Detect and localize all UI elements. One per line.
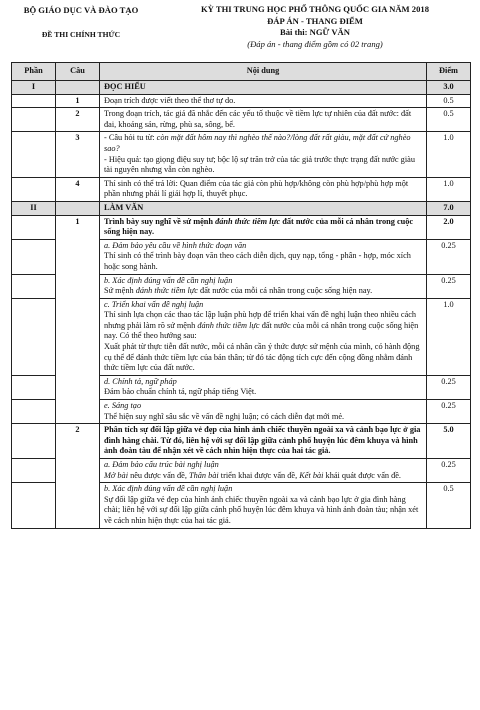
section-row-writing	[12, 201, 471, 215]
answer-key-title: ĐÁP ÁN - THANG ĐIỂM	[267, 15, 363, 26]
section-row-reading	[12, 81, 471, 95]
table-row	[12, 108, 471, 132]
answer-content: Đoạn trích được viết theo thể thơ tự do.	[100, 94, 427, 108]
table-row	[12, 132, 471, 177]
question-number: 4	[56, 177, 100, 201]
criterion: a. Đảm bảo yêu cầu về hình thức đoạn văn Thí sinh có thể trình bày đoạn văn theo cách diễn dịch, quy nạp, tổng - phân - hợp, móc xích hoặc song hành.	[100, 239, 427, 274]
table-row	[12, 215, 471, 239]
section-title: ĐỌC HIỂU	[100, 81, 427, 95]
score-cell: 0.25	[427, 375, 471, 399]
header-part: Phần	[12, 63, 56, 81]
subject-title: Bài thi: NGỮ VĂN	[280, 27, 350, 37]
question-number: 1	[56, 215, 100, 424]
criterion: b. Xác định đúng vấn đề cần nghị luận Sứ mệnh đánh thức tiềm lực đất nước của mỗi cá nhân trong cuộc sống hiện nay.	[100, 274, 427, 298]
header-question: Câu	[56, 63, 100, 81]
question-number: 3	[56, 132, 100, 177]
score-cell: 2.0	[427, 215, 471, 239]
question-number: 2	[56, 424, 100, 528]
table-row	[12, 177, 471, 201]
criterion: a. Đảm bảo cấu trúc bài nghị luận Mở bài nêu được vấn đề, Thân bài triển khai được vấn đề, Kết bài khái quát được vấn đề.	[100, 459, 427, 483]
table-row	[12, 94, 471, 108]
answer-content: Trong đoạn trích, tác giả đã nhắc đến các yếu tố thuộc về tiềm lực tự nhiên của đất nước: đất đai, khoáng sản, rừng, phù sa, sông, bể.	[100, 108, 427, 132]
header-content: Nội dung	[100, 63, 427, 81]
exam-title: KỲ THI TRUNG HỌC PHỔ THÔNG QUỐC GIA NĂM 2018	[201, 4, 429, 14]
section-score: 7.0	[427, 201, 471, 215]
score-cell: 1.0	[427, 132, 471, 177]
criterion: e. Sáng tạo Thể hiện suy nghĩ sâu sắc về vấn đề nghị luận; có cách diễn đạt mới mẻ.	[100, 400, 427, 424]
score-cell: 0.5	[427, 108, 471, 132]
score-cell: 0.25	[427, 239, 471, 274]
page-count-note: (Đáp án - thang điểm gồm có 02 trang)	[247, 38, 383, 49]
question-number: 1	[56, 94, 100, 108]
score-cell: 0.5	[427, 483, 471, 528]
score-cell: 1.0	[427, 298, 471, 375]
official-exam-label: ĐỀ THI CHÍNH THỨC	[41, 30, 121, 39]
table-header-row	[12, 63, 471, 81]
ministry-block	[6, 4, 156, 41]
criterion: c. Triển khai vấn đề nghị luận Thí sinh lựa chọn các thao tác lập luận phù hợp để triển khai vấn đề nghị luận theo nhiều cách nhưng phải làm rõ sứ mệnh đánh thức tiềm lực đất nước của mỗi cá nhân trong cuộc sống hiện nay. Có thể theo hướng sau: Xuất phát từ thực tiễn đất nước, mỗi cá nhân cần ý thức được sứ mệnh của mình, có hành động cụ thể để đánh thức tiềm lực của bản thân; từ đó tác động tích cực đến cộng đồng nhằm đánh thức tiềm lực của đất nước.	[100, 298, 427, 375]
table-row	[12, 424, 471, 459]
answer-content: Thí sinh có thể trả lời: Quan điểm của tác giả còn phù hợp/không còn phù hợp/phù hợp một phần nhưng phải lí giải hợp lí, thuyết phục.	[100, 177, 427, 201]
score-cell: 0.25	[427, 400, 471, 424]
part-number: II	[12, 201, 56, 215]
answer-table	[11, 62, 471, 529]
score-cell: 0.25	[427, 459, 471, 483]
exam-title-block	[165, 4, 465, 50]
answer-content: - Câu hỏi tu từ: còn mặt đất hôm nay thì nghèo thế nào?/lòng đất rất giàu, mặt đất cứ nghèo sao? - Hiệu quả: tạo giọng điệu suy tư; bộc lộ sự trăn trở của tác giả trước thực trạng đất nước giàu tài nguyên nhưng vẫn còn nghèo.	[100, 132, 427, 177]
question-title: Phân tích sự đối lập giữa vẻ đẹp của hình ảnh chiếc thuyền ngoài xa và cảnh bạo lực ở gia đình hàng chài. Từ đó, liên hệ với sự đối lập giữa cảnh phố huyện lúc đêm khuya và hình ảnh đoàn tàu để nhận xét về cách nhìn hiện thực của hai tác giả.	[100, 424, 427, 459]
score-cell: 5.0	[427, 424, 471, 459]
question-number: 2	[56, 108, 100, 132]
ministry-name: BỘ GIÁO DỤC VÀ ĐÀO TẠO	[23, 5, 139, 15]
criterion: d. Chính tả, ngữ pháp Đảm bảo chuẩn chính tả, ngữ pháp tiếng Việt.	[100, 375, 427, 399]
score-cell: 1.0	[427, 177, 471, 201]
score-cell: 0.5	[427, 94, 471, 108]
header-score: Điểm	[427, 63, 471, 81]
score-cell: 0.25	[427, 274, 471, 298]
part-number: I	[12, 81, 56, 95]
criterion: b. Xác định đúng vấn đề cần nghị luận Sự đối lập giữa vẻ đẹp của hình ảnh chiếc thuyền ngoài xa và cảnh bạo lực ở gia đình hàng chài; liên hệ với sự đối lập giữa cảnh phố huyện lúc đêm khuya và hình ảnh đoàn tàu; nhận xét về cách nhìn hiện thực của hai tác giả.	[100, 483, 427, 528]
question-title: Trình bày suy nghĩ về sứ mệnh đánh thức tiềm lực đất nước của mỗi cá nhân trong cuộc sống hiện nay.	[100, 215, 427, 239]
section-title: LÀM VĂN	[100, 201, 427, 215]
document-header	[0, 0, 480, 62]
section-score: 3.0	[427, 81, 471, 95]
